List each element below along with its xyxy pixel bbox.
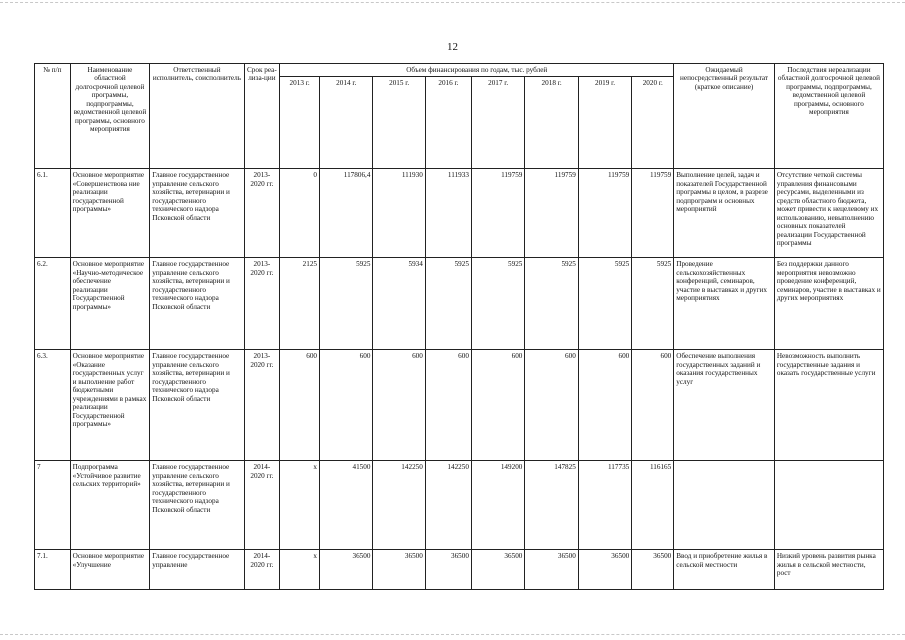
- header-name: Наименование областной долгосрочной целевой программы, подпрограммы, ведомственной целевой программы, основного мероприятия: [70, 64, 150, 169]
- row-value: 116165: [632, 461, 674, 550]
- row-value: 36500: [525, 550, 578, 590]
- row-value: 600: [373, 350, 425, 461]
- row-value: 2125: [280, 258, 320, 350]
- header-year: 2018 г.: [525, 77, 578, 169]
- row-term: 2013-2020 гг.: [244, 350, 280, 461]
- row-value: 36500: [632, 550, 674, 590]
- row-value: 5925: [525, 258, 578, 350]
- row-value: 119759: [525, 169, 578, 258]
- table-row: [35, 258, 884, 350]
- row-value: 5925: [471, 258, 524, 350]
- row-value: 119759: [471, 169, 524, 258]
- row-term: 2013-2020 гг.: [244, 169, 280, 258]
- row-result: Обеспечение выполнения государственных заданий и оказания государственных услуг: [674, 350, 775, 461]
- row-executor: Главное государственное управление: [150, 550, 244, 590]
- table-row: [35, 350, 884, 461]
- row-value: 36500: [320, 550, 373, 590]
- header-consequences: Последствия нереализации областной долгосрочной целевой программы, подпрограммы, ведомственной целевой программы, основного мероприятия: [774, 64, 883, 169]
- row-value: 36500: [425, 550, 471, 590]
- row-result: [674, 461, 775, 550]
- row-name: Основное мероприятие «Совершенствова ние реализации государственной программы»: [70, 169, 150, 258]
- row-value: 111930: [373, 169, 425, 258]
- row-value: 149200: [471, 461, 524, 550]
- row-value: x: [280, 461, 320, 550]
- row-consequences: Невозможность выполнить государственные задания и оказать государственные услуги: [774, 350, 883, 461]
- row-name: Основное мероприятие «Научно-методическое обеспечение реализации Государственной программы»: [70, 258, 150, 350]
- row-value: 117806,4: [320, 169, 373, 258]
- row-value: 5925: [425, 258, 471, 350]
- header-year: 2019 г.: [578, 77, 631, 169]
- row-num: 7: [35, 461, 71, 550]
- row-consequences: Низкий уровень развития рынка жилья в сельской местности, рост: [774, 550, 883, 590]
- row-name: Подпрограмма «Устойчивое развитие сельских территорий»: [70, 461, 150, 550]
- row-num: 6.1.: [35, 169, 71, 258]
- row-term: 2013-2020 гг.: [244, 258, 280, 350]
- header-executor: Ответственный исполнитель, соисполнитель: [150, 64, 244, 169]
- row-result: Проведение сельскохозяйственных конференций, семинаров, участие в выставках и других мероприятиях: [674, 258, 775, 350]
- header-year: 2013 г.: [280, 77, 320, 169]
- row-num: 7.1.: [35, 550, 71, 590]
- row-executor: Главное государственное управление сельского хозяйства, ветеринарии и государственного технического надзора Псковской области: [150, 258, 244, 350]
- scan-edge-bottom: [0, 634, 905, 635]
- row-num: 6.2.: [35, 258, 71, 350]
- row-result: Ввод и приобретение жилья в сельской местности: [674, 550, 775, 590]
- row-term: 2014-2020 гг.: [244, 461, 280, 550]
- row-value: 142250: [373, 461, 425, 550]
- row-executor: Главное государственное управление сельского хозяйства, ветеринарии и государственного технического надзора Псковской области: [150, 169, 244, 258]
- header-year: 2015 г.: [373, 77, 425, 169]
- row-name: Основное мероприятие «Оказание государственных услуг и выполнение работ бюджетными учреждениями в рамках реализации Государственной программы»: [70, 350, 150, 461]
- header-year: 2014 г.: [320, 77, 373, 169]
- page-number: 12: [447, 41, 458, 53]
- row-consequences: Без поддержки данного мероприятия невозможно проведение конференций, семинаров, участие в выставках и других мероприятиях: [774, 258, 883, 350]
- row-consequences: [774, 461, 883, 550]
- row-value: 600: [425, 350, 471, 461]
- header-year: 2020 г.: [632, 77, 674, 169]
- row-value: 119759: [578, 169, 631, 258]
- row-value: 117735: [578, 461, 631, 550]
- header-row-1: [35, 64, 884, 77]
- row-name: Основное мероприятие «Улучшение: [70, 550, 150, 590]
- row-value: 5934: [373, 258, 425, 350]
- header-term: Срок реа-лиза-ции: [244, 64, 280, 169]
- header-result: Ожидаемый непосредственный результат (краткое описание): [674, 64, 775, 169]
- header-funding: Объем финансирования по годам, тыс. рублей: [280, 64, 674, 77]
- funding-table: [34, 63, 884, 590]
- row-value: x: [280, 550, 320, 590]
- row-value: 36500: [373, 550, 425, 590]
- table-row: [35, 169, 884, 258]
- row-value: 111933: [425, 169, 471, 258]
- header-num: № п/п: [35, 64, 71, 169]
- row-num: 6.3.: [35, 350, 71, 461]
- row-executor: Главное государственное управление сельского хозяйства, ветеринарии и государственного технического надзора Псковской области: [150, 350, 244, 461]
- row-executor: Главное государственное управление сельского хозяйства, ветеринарии и государственного технического надзора Псковской области: [150, 461, 244, 550]
- row-result: Выполнение целей, задач и показателей Государственной программы в целом, в разрезе подпрограмм и основных мероприятий: [674, 169, 775, 258]
- scan-edge-top: [0, 2, 905, 3]
- row-value: 5925: [578, 258, 631, 350]
- row-value: 147825: [525, 461, 578, 550]
- row-value: 5925: [632, 258, 674, 350]
- row-term: 2014-2020 гг.: [244, 550, 280, 590]
- row-value: 600: [320, 350, 373, 461]
- row-value: 0: [280, 169, 320, 258]
- row-value: 36500: [471, 550, 524, 590]
- header-year: 2016 г.: [425, 77, 471, 169]
- header-year: 2017 г.: [471, 77, 524, 169]
- row-value: 600: [280, 350, 320, 461]
- row-value: 600: [632, 350, 674, 461]
- row-value: 119759: [632, 169, 674, 258]
- table-row: [35, 550, 884, 590]
- row-consequences: Отсутствие четкой системы управления финансовыми ресурсами, выделенными из средств областного бюджета, может привести к нецелевому их использованию, невыполнению основных показателей реализации Государственной программы: [774, 169, 883, 258]
- row-value: 600: [525, 350, 578, 461]
- row-value: 142250: [425, 461, 471, 550]
- row-value: 41500: [320, 461, 373, 550]
- row-value: 600: [578, 350, 631, 461]
- row-value: 36500: [578, 550, 631, 590]
- table-row: [35, 461, 884, 550]
- row-value: 600: [471, 350, 524, 461]
- row-value: 5925: [320, 258, 373, 350]
